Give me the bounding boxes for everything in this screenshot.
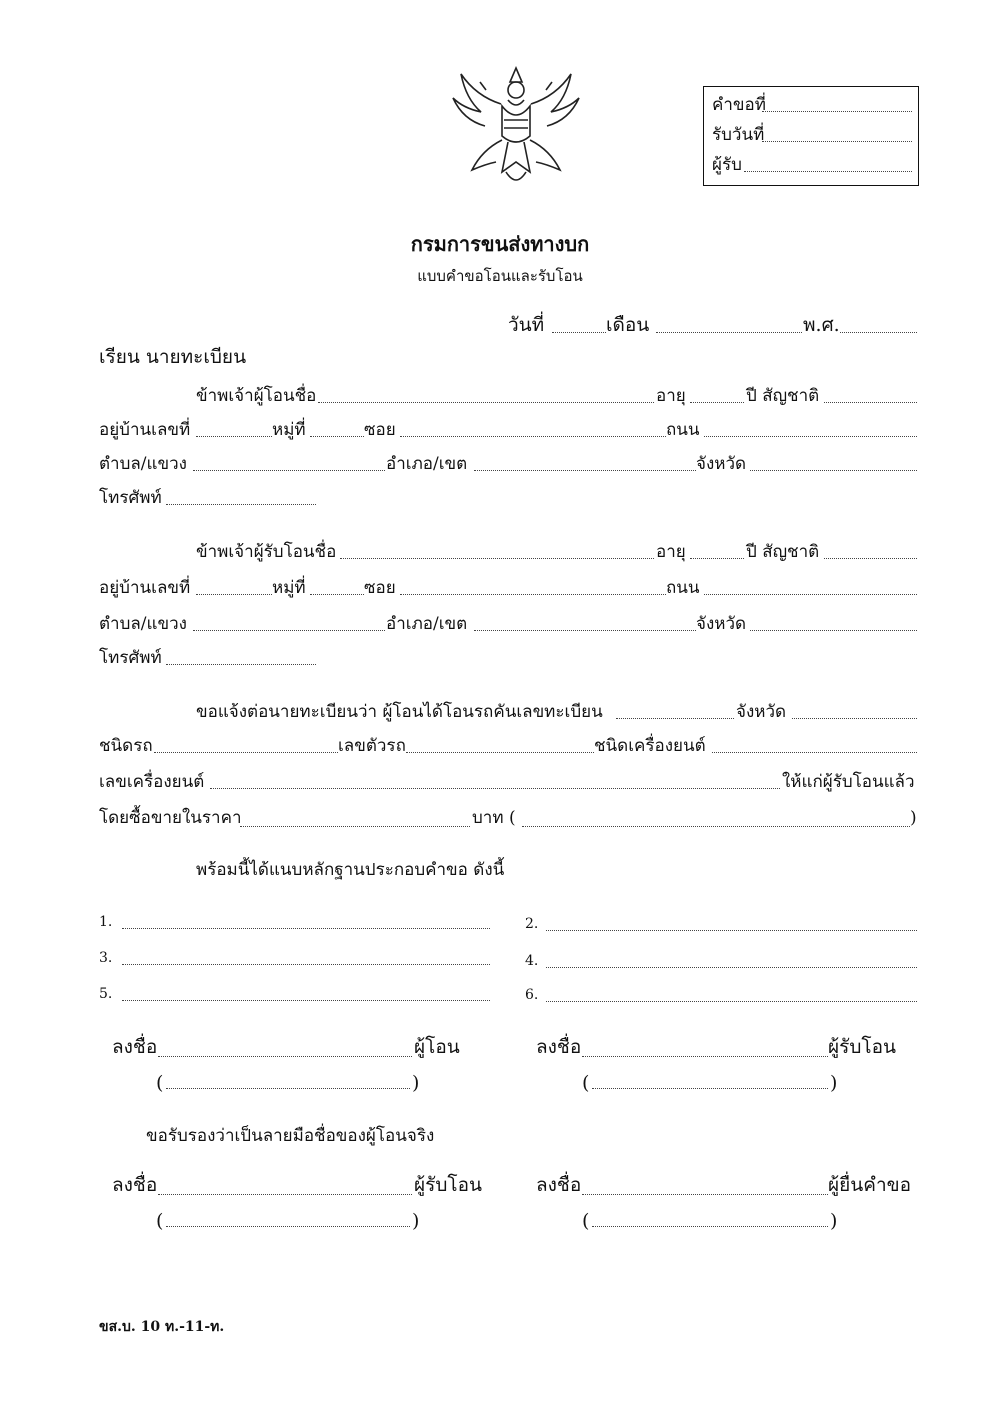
certify-statement: ขอรับรองว่าเป็นลายมือชื่อของผู้โอนจริง: [146, 1126, 435, 1146]
transferor-age-label: อายุ: [656, 386, 686, 406]
transferee-moo-label: หมู่ที่: [272, 578, 306, 598]
sign-label-transferee-2: ลงชื่อ: [112, 1174, 158, 1196]
evidence-item-1-label: 1.: [99, 914, 113, 930]
transferee-phone-label: โทรศัพท์: [99, 648, 162, 668]
transferee-nationality-label: ปี สัญชาติ: [746, 542, 820, 562]
year-label: พ.ศ.: [803, 314, 840, 336]
vehicle-province-label: จังหวัด: [736, 702, 787, 722]
chassis-field[interactable]: [406, 752, 594, 753]
transferor-road-field[interactable]: [704, 436, 917, 437]
request-no-field[interactable]: [762, 111, 912, 112]
engine-no-label: เลขเครื่องยนต์: [99, 772, 205, 792]
engine-no-field[interactable]: [210, 788, 780, 789]
applicant-role: ผู้ยื่นคำขอ: [828, 1174, 912, 1196]
close-paren-1: ): [412, 1072, 420, 1094]
month-label: เดือน: [606, 314, 650, 336]
transferee-subdistrict-label: ตำบล/แขวง: [99, 614, 187, 634]
plate-number-field[interactable]: [616, 718, 734, 719]
evidence-item-1-field[interactable]: [122, 928, 490, 929]
price-field[interactable]: [240, 826, 470, 827]
vehicle-type-label: ชนิดรถ: [99, 736, 153, 756]
chassis-label: เลขตัวรถ: [338, 736, 406, 756]
close-paren-3: ): [412, 1210, 420, 1232]
form-code: ขส.บ. 10 ท.-11-ท.: [99, 1319, 225, 1335]
transferor-subdistrict-label: ตำบล/แขวง: [99, 454, 187, 474]
transferor-house-field[interactable]: [196, 436, 272, 437]
transferee-name-field[interactable]: [340, 558, 654, 559]
vehicle-province-field[interactable]: [792, 718, 917, 719]
transferor-soi-label: ซอย: [364, 420, 396, 440]
transferee-house-field[interactable]: [196, 594, 272, 595]
transferor-subdistrict-field[interactable]: [193, 470, 385, 471]
transferor-nationality-field[interactable]: [824, 402, 917, 403]
vehicle-notice: ขอแจ้งต่อนายทะเบียนว่า ผู้โอนได้โอนรถคันเลขทะเบียน: [196, 702, 603, 722]
transferee-nationality-field[interactable]: [824, 558, 917, 559]
baht-label: บาท (: [472, 808, 516, 828]
transferor-district-field[interactable]: [474, 470, 696, 471]
vehicle-type-field[interactable]: [154, 752, 338, 753]
price-close-paren: ): [910, 808, 917, 828]
transferor-road-label: ถนน: [666, 420, 700, 440]
transferee-subdistrict-field[interactable]: [193, 630, 385, 631]
evidence-item-4-label: 4.: [525, 953, 539, 969]
transferee-road-field[interactable]: [704, 594, 917, 595]
transferee-printed-name-field[interactable]: [592, 1088, 828, 1089]
transferor-nationality-label: ปี สัญชาติ: [746, 386, 820, 406]
evidence-item-2-label: 2.: [525, 916, 539, 932]
transferor-printed-name-field[interactable]: [166, 1088, 410, 1089]
transferee-name-label: ข้าพเจ้าผู้รับโอนชื่อ: [196, 542, 337, 562]
transferor-moo-label: หมู่ที่: [272, 420, 306, 440]
open-paren-1: (: [156, 1072, 164, 1094]
transferee-soi-field[interactable]: [400, 594, 666, 595]
evidence-item-3-field[interactable]: [122, 964, 490, 965]
transferor-house-label: อยู่บ้านเลขที่: [99, 420, 191, 440]
evidence-item-5-field[interactable]: [122, 1000, 490, 1001]
price-text-field[interactable]: [522, 826, 910, 827]
transferor-name-label: ข้าพเจ้าผู้โอนชื่อ: [196, 386, 317, 406]
evidence-item-4-field[interactable]: [546, 967, 917, 968]
transferor-age-field[interactable]: [690, 402, 744, 403]
engine-type-field[interactable]: [712, 752, 917, 753]
applicant-signature-field[interactable]: [582, 1194, 828, 1195]
salutation: เรียน นายทะเบียน: [99, 346, 247, 368]
close-paren-4: ): [830, 1210, 838, 1232]
request-no-label: คำขอที่: [712, 95, 766, 115]
engine-type-label: ชนิดเครื่องยนต์: [594, 736, 706, 756]
evidence-item-6-label: 6.: [525, 987, 539, 1003]
transferor-role: ผู้โอน: [414, 1036, 460, 1058]
receiver-field[interactable]: [744, 171, 912, 172]
office-use-box: [703, 86, 919, 186]
transferee-role: ผู้รับโอน: [828, 1036, 897, 1058]
applicant-printed-name-field[interactable]: [592, 1226, 828, 1227]
receiver-label: ผู้รับ: [712, 155, 742, 175]
transferee-district-label: อำเภอ/เขต: [386, 614, 468, 634]
transferee-age-field[interactable]: [690, 558, 744, 559]
evidence-item-3-label: 3.: [99, 950, 113, 966]
transferee-province-label: จังหวัด: [696, 614, 747, 634]
garuda-emblem: [446, 60, 586, 200]
transferee-signature-field-2[interactable]: [158, 1194, 412, 1195]
transferee-age-label: อายุ: [656, 542, 686, 562]
transferee-house-label: อยู่บ้านเลขที่: [99, 578, 191, 598]
transferee-road-label: ถนน: [666, 578, 700, 598]
sign-label-transferor: ลงชื่อ: [112, 1036, 158, 1058]
year-field[interactable]: [840, 332, 917, 333]
transferor-soi-field[interactable]: [400, 436, 666, 437]
transferee-phone-field[interactable]: [166, 664, 316, 665]
sign-label-applicant: ลงชื่อ: [536, 1174, 582, 1196]
close-paren-2: ): [830, 1072, 838, 1094]
open-paren-2: (: [582, 1072, 590, 1094]
transferee-district-field[interactable]: [474, 630, 696, 631]
transferee-printed-name-field-2[interactable]: [166, 1226, 410, 1227]
received-date-field[interactable]: [762, 141, 912, 142]
transferee-signature-field[interactable]: [582, 1056, 828, 1057]
day-field[interactable]: [552, 332, 606, 333]
evidence-item-2-field[interactable]: [546, 930, 917, 931]
sign-label-transferee: ลงชื่อ: [536, 1036, 582, 1058]
transferor-moo-field[interactable]: [310, 436, 364, 437]
evidence-item-5-label: 5.: [99, 986, 113, 1002]
evidence-item-6-field[interactable]: [546, 1001, 917, 1002]
form-title: แบบคำขอโอนและรับโอน: [417, 267, 583, 285]
received-date-label: รับวันที่: [712, 125, 765, 145]
evidence-intro: พร้อมนี้ได้แนบหลักฐานประกอบคำขอ ดังนี้: [196, 860, 505, 880]
transferor-district-label: อำเภอ/เขต: [386, 454, 468, 474]
department-title: กรมการขนส่งทางบก: [410, 232, 590, 256]
transferor-phone-field[interactable]: [166, 504, 316, 505]
transferor-signature-field[interactable]: [158, 1056, 412, 1057]
price-label: โดยซื้อขายในราคา: [99, 808, 242, 828]
open-paren-3: (: [156, 1210, 164, 1232]
transferee-moo-field[interactable]: [310, 594, 364, 595]
open-paren-4: (: [582, 1210, 590, 1232]
transferor-name-field[interactable]: [318, 402, 654, 403]
transferee-role-2: ผู้รับโอน: [414, 1174, 483, 1196]
transferee-province-field[interactable]: [750, 630, 917, 631]
month-field[interactable]: [656, 332, 802, 333]
transferor-phone-label: โทรศัพท์: [99, 488, 162, 508]
given-to-label: ให้แก่ผู้รับโอนแล้ว: [782, 772, 915, 792]
transferor-province-label: จังหวัด: [696, 454, 747, 474]
transferee-soi-label: ซอย: [364, 578, 396, 598]
transferor-province-field[interactable]: [750, 470, 917, 471]
day-label: วันที่: [508, 314, 545, 336]
